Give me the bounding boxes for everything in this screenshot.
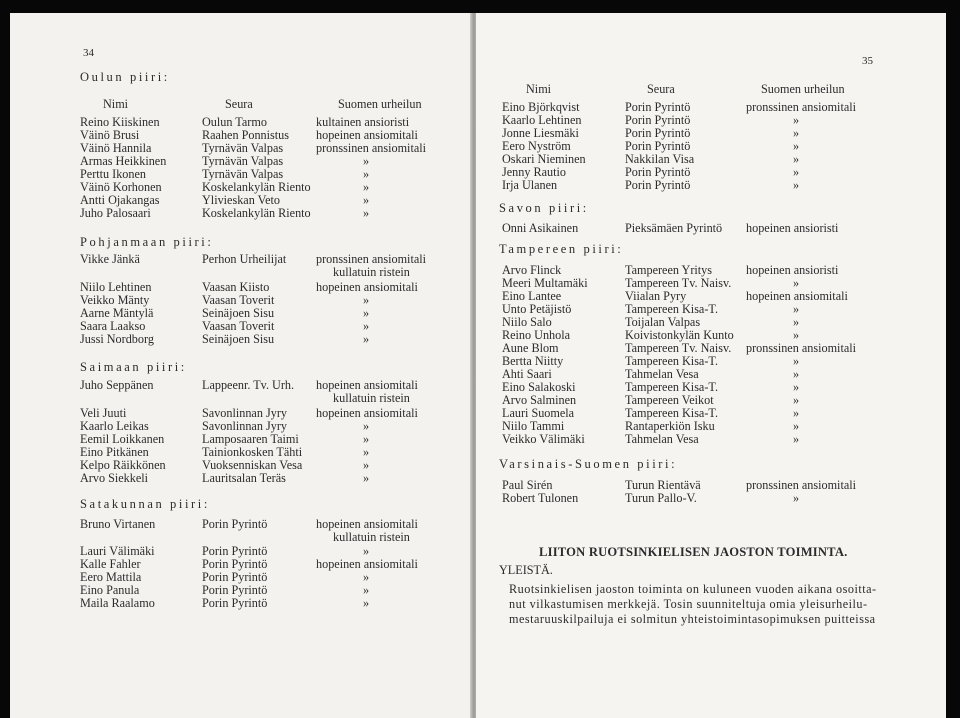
cell-award: » [793, 354, 800, 368]
cell-name: Paul Sirén [502, 478, 553, 492]
cell-club: Porin Pyrintö [625, 113, 691, 127]
district-title: Pohjanmaan piiri: [80, 235, 214, 249]
cell-award: hopeinen ansioristi [746, 221, 839, 235]
cell-name: Eero Nyström [502, 139, 571, 153]
cell-club: Turun Pallo-V. [625, 491, 697, 505]
cell-name: Lauri Välimäki [80, 544, 155, 558]
cell-name: Kaarlo Lehtinen [502, 113, 582, 127]
cell-award: kullatuin ristein [333, 530, 410, 544]
cell-award: » [793, 406, 800, 420]
cell-name: Irja Ulanen [502, 178, 558, 192]
cell-name: Oskari Nieminen [502, 152, 586, 166]
column-header-club: Seura [647, 82, 675, 96]
cell-award: hopeinen ansioristi [746, 263, 839, 277]
right-page [476, 13, 946, 718]
page-number: 34 [83, 47, 94, 59]
cell-club: Vuoksenniskan Vesa [202, 458, 303, 472]
cell-club: Tampereen Kisa-T. [625, 380, 718, 394]
cell-club: Lauritsalan Teräs [202, 471, 286, 485]
cell-name: Kaarlo Leikas [80, 419, 149, 433]
cell-club: Porin Pyrintö [625, 126, 691, 140]
cell-name: Perttu Ikonen [80, 167, 147, 181]
cell-club: Porin Pyrintö [625, 100, 691, 114]
cell-name: Reino Kiiskinen [80, 115, 160, 129]
cell-name: Ahti Saari [502, 367, 552, 381]
cell-club: Porin Pyrintö [202, 570, 268, 584]
cell-award: hopeinen ansiomitali [316, 557, 418, 571]
cell-name: Eino Lantee [502, 289, 562, 303]
cell-award: » [363, 293, 370, 307]
cell-name: Eino Björkqvist [502, 100, 580, 114]
cell-award: » [363, 445, 370, 459]
cell-name: Veli Juuti [80, 406, 127, 420]
cell-club: Porin Pyrintö [625, 165, 691, 179]
cell-name: Eino Panula [80, 583, 140, 597]
column-header-name: Nimi [103, 97, 129, 111]
cell-club: Tampereen Yritys [625, 263, 713, 277]
cell-name: Eino Salakoski [502, 380, 576, 394]
cell-award: hopeinen ansiomitali [316, 517, 418, 531]
cell-name: Veikko Mänty [80, 293, 150, 307]
cell-name: Väinö Korhonen [80, 180, 162, 194]
cell-club: Savonlinnan Jyry [202, 406, 287, 420]
cell-club: Porin Pyrintö [202, 583, 268, 597]
cell-name: Unto Petäjistö [502, 302, 572, 316]
cell-award: pronssinen ansiomitali [316, 141, 427, 155]
cell-club: Tampereen Kisa-T. [625, 302, 718, 316]
column-header-award: Suomen urheilun [338, 97, 422, 111]
cell-club: Perhon Urheilijat [202, 252, 287, 266]
cell-award: » [363, 544, 370, 558]
cell-name: Jenny Rautio [502, 165, 566, 179]
cell-award: » [793, 419, 800, 433]
cell-name: Onni Asikainen [502, 221, 579, 235]
cell-club: Vaasan Toverit [202, 319, 275, 333]
cell-award: » [793, 328, 800, 342]
district-title: Varsinais-Suomen piiri: [499, 457, 678, 471]
cell-club: Tampereen Veikot [625, 393, 714, 407]
cell-award: » [363, 180, 370, 194]
cell-club: Tahmelan Vesa [625, 367, 699, 381]
cell-name: Väinö Hannila [80, 141, 152, 155]
cell-name: Meeri Multamäki [502, 276, 588, 290]
cell-club: Porin Pyrintö [625, 139, 691, 153]
cell-club: Tampereen Kisa-T. [625, 406, 718, 420]
cell-award: kullatuin ristein [333, 391, 410, 405]
cell-club: Tyrnävän Valpas [202, 154, 284, 168]
cell-name: Eemil Loikkanen [80, 432, 165, 446]
page-number: 35 [862, 55, 873, 67]
cell-award: » [793, 315, 800, 329]
column-header-award: Suomen urheilun [761, 82, 845, 96]
cell-award: » [793, 367, 800, 381]
cell-award: » [793, 393, 800, 407]
cell-name: Jussi Nordborg [80, 332, 154, 346]
cell-club: Porin Pyrintö [202, 596, 268, 610]
cell-name: Kalle Fahler [80, 557, 141, 571]
cell-club: Ylivieskan Veto [202, 193, 280, 207]
cell-club: Tampereen Kisa-T. [625, 354, 718, 368]
cell-award: pronssinen ansiomitali [746, 478, 857, 492]
cell-award: pronssinen ansiomitali [746, 341, 857, 355]
district-title: Satakunnan piiri: [80, 497, 210, 511]
cell-award: » [793, 276, 800, 290]
column-header-name: Nimi [526, 82, 552, 96]
cell-award: pronssinen ansiomitali [746, 100, 857, 114]
paragraph-line: mestaruuskilpailuja ei solmitun yhteistoimintasopimuksen puitteissa [509, 612, 876, 626]
district-title: Saimaan piiri: [80, 360, 187, 374]
cell-club: Tampereen Tv. Naisv. [625, 341, 732, 355]
cell-name: Jonne Liesmäki [502, 126, 579, 140]
cell-name: Juho Palosaari [80, 206, 151, 220]
subheading: YLEISTÄ. [499, 563, 553, 577]
cell-award: kullatuin ristein [333, 265, 410, 279]
cell-award: » [793, 139, 800, 153]
cell-award: » [793, 380, 800, 394]
cell-club: Toijalan Valpas [625, 315, 701, 329]
cell-award: » [363, 432, 370, 446]
cell-award: hopeinen ansiomitali [316, 378, 418, 392]
cell-award: » [363, 332, 370, 346]
paragraph-line: Ruotsinkielisen jaoston toiminta on kuluneen vuoden aikana osoitta- [509, 582, 877, 596]
column-header-club: Seura [225, 97, 253, 111]
cell-club: Nakkilan Visa [625, 152, 695, 166]
cell-name: Lauri Suomela [502, 406, 575, 420]
cell-club: Seinäjoen Sisu [202, 332, 275, 346]
cell-name: Eino Pitkänen [80, 445, 149, 459]
cell-name: Aarne Mäntylä [80, 306, 154, 320]
cell-name: Bruno Virtanen [80, 517, 156, 531]
cell-name: Bertta Niitty [502, 354, 564, 368]
cell-club: Tahmelan Vesa [625, 432, 699, 446]
cell-award: » [363, 206, 370, 220]
cell-award: hopeinen ansiomitali [316, 406, 418, 420]
cell-name: Antti Ojakangas [80, 193, 160, 207]
cell-club: Koskelankylän Riento [202, 206, 311, 220]
cell-award: » [793, 302, 800, 316]
paragraph-line: nut vilkastumisen merkkejä. Tosin suunniteltuja omia yleisurheilu- [509, 597, 868, 611]
cell-club: Vaasan Kiisto [202, 280, 270, 294]
cell-name: Armas Heikkinen [80, 154, 167, 168]
cell-award: » [363, 154, 370, 168]
cell-club: Savonlinnan Jyry [202, 419, 287, 433]
cell-name: Vikke Jänkä [80, 252, 140, 266]
cell-name: Niilo Tammi [502, 419, 565, 433]
cell-name: Arvo Flinck [502, 263, 562, 277]
cell-club: Koskelankylän Riento [202, 180, 311, 194]
cell-club: Porin Pyrintö [202, 517, 268, 531]
cell-club: Tyrnävän Valpas [202, 167, 284, 181]
cell-award: » [793, 113, 800, 127]
cell-award: » [793, 165, 800, 179]
cell-award: kultainen ansioristi [316, 115, 410, 129]
body-paragraph [509, 582, 877, 627]
cell-award: » [363, 167, 370, 181]
cell-name: Veikko Välimäki [502, 432, 585, 446]
left-page [10, 13, 472, 718]
cell-award: » [793, 491, 800, 505]
section-heading: LIITON RUOTSINKIELISEN JAOSTON TOIMINTA. [539, 545, 848, 559]
cell-club: Raahen Ponnistus [202, 128, 290, 142]
cell-award: » [363, 583, 370, 597]
cell-award: » [793, 178, 800, 192]
cell-award: hopeinen ansiomitali [316, 128, 418, 142]
cell-name: Juho Seppänen [80, 378, 154, 392]
cell-name: Saara Laakso [80, 319, 146, 333]
cell-club: Rantaperkiön Isku [625, 419, 715, 433]
cell-name: Arvo Siekkeli [80, 471, 149, 485]
cell-club: Lamposaaren Taimi [202, 432, 299, 446]
district-title: Savon piiri: [499, 201, 589, 215]
cell-club: Seinäjoen Sisu [202, 306, 275, 320]
cell-award: » [363, 306, 370, 320]
cell-club: Koivistonkylän Kunto [625, 328, 734, 342]
cell-name: Kelpo Räikkönen [80, 458, 166, 472]
cell-award: » [363, 419, 370, 433]
cell-club: Oulun Tarmo [202, 115, 267, 129]
cell-award: hopeinen ansiomitali [746, 289, 848, 303]
cell-club: Porin Pyrintö [625, 178, 691, 192]
cell-award: » [363, 193, 370, 207]
cell-club: Tainionkosken Tähti [202, 445, 303, 459]
cell-award: hopeinen ansiomitali [316, 280, 418, 294]
cell-award: pronssinen ansiomitali [316, 252, 427, 266]
cell-award: » [363, 458, 370, 472]
cell-award: » [363, 319, 370, 333]
district-title: Tampereen piiri: [499, 242, 624, 256]
cell-name: Niilo Lehtinen [80, 280, 152, 294]
cell-club: Pieksämäen Pyrintö [625, 221, 723, 235]
cell-award: » [793, 432, 800, 446]
cell-name: Väinö Brusi [80, 128, 140, 142]
cell-name: Eero Mattila [80, 570, 142, 584]
cell-club: Tampereen Tv. Naisv. [625, 276, 732, 290]
district-title: Oulun piiri: [80, 70, 170, 84]
cell-award: » [363, 596, 370, 610]
cell-name: Robert Tulonen [502, 491, 579, 505]
cell-club: Tyrnävän Valpas [202, 141, 284, 155]
cell-name: Reino Unhola [502, 328, 571, 342]
cell-name: Aune Blom [502, 341, 559, 355]
cell-award: » [793, 152, 800, 166]
cell-name: Maila Raalamo [80, 596, 155, 610]
cell-club: Porin Pyrintö [202, 557, 268, 571]
cell-name: Niilo Salo [502, 315, 552, 329]
cell-club: Viialan Pyry [625, 289, 687, 303]
cell-name: Arvo Salminen [502, 393, 577, 407]
cell-club: Porin Pyrintö [202, 544, 268, 558]
cell-club: Vaasan Toverit [202, 293, 275, 307]
cell-award: » [363, 471, 370, 485]
cell-award: » [363, 570, 370, 584]
cell-club: Lappeenr. Tv. Urh. [202, 378, 295, 392]
cell-club: Turun Rientävä [625, 478, 701, 492]
cell-award: » [793, 126, 800, 140]
